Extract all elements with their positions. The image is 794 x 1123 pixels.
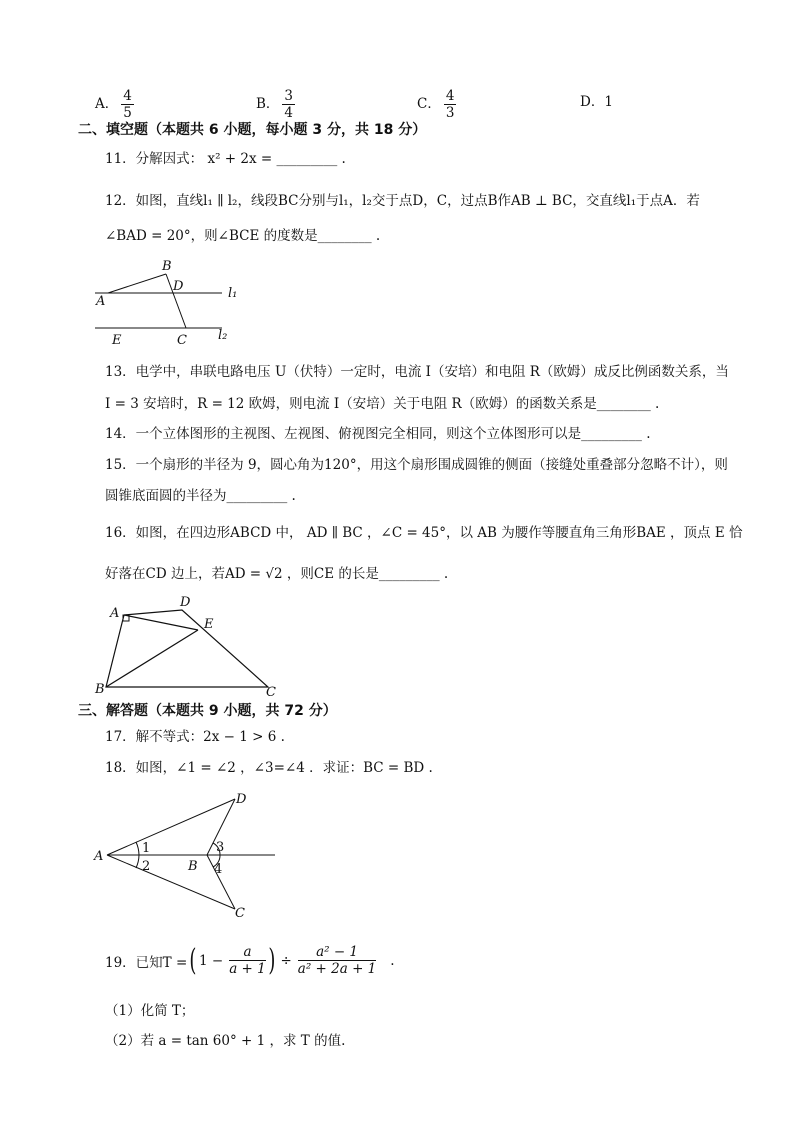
- section3-header: 三、解答题（本题共 9 小题，共 72 分）: [78, 703, 337, 719]
- q19-prefix: 19．已知T =: [105, 954, 188, 971]
- choice-a: [95, 88, 134, 121]
- q19-suffix: .: [390, 952, 395, 969]
- fig12-label-A: A: [96, 294, 106, 309]
- choice-d-letter: D．: [580, 94, 605, 110]
- q19-divide: ÷: [280, 952, 292, 969]
- choice-b: [256, 88, 295, 121]
- choice-a-letter: A．: [95, 96, 119, 112]
- question-14: 14．一个立体图形的主视图、左视图、俯视图完全相同，则这个立体图形可以是_________ .: [105, 426, 651, 442]
- q19-fraction-2: $\frac{\text{a² − 1}}{\text{a² + 2a + 1}}$: [297, 944, 377, 977]
- figure-18-diagram: [90, 785, 290, 925]
- fig16-label-B: B: [95, 682, 105, 697]
- fig12-label-B: B: [162, 259, 172, 274]
- question-15-line1: 15．一个扇形的半径为 9，圆心角为120°，用这个扇形围成圆锥的侧面（接缝处重叠部分忽略不计），则: [105, 457, 728, 473]
- choice-b-fraction: $\frac{3}{4}$: [284, 88, 294, 121]
- choice-d: [580, 90, 613, 110]
- question-13-line1: 13．电学中，串联电路电压 U（伏特）一定时，电流 I（安培）和电阻 R（欧姆）成反比例函数关系，当: [105, 364, 729, 380]
- choice-a-fraction: $\frac{4}{5}$: [123, 88, 132, 121]
- fig18-label-B: B: [188, 859, 198, 874]
- question-12-line1: 12．如图，直线l₁ ∥ l₂，线段BC分别与l₁，l₂交于点D，C，过点B作AB ⊥ BC，交直线l₁于点A．若: [105, 193, 700, 209]
- section2-header: 二、填空题（本题共 6 小题，每小题 3 分，共 18 分）: [78, 122, 427, 138]
- question-11: 11．分解因式： x² + 2x = _________ .: [105, 151, 346, 167]
- fig12-label-E: E: [112, 333, 122, 348]
- q19-fraction-1: $\frac{a}{a + 1}$: [229, 944, 266, 977]
- question-13-line2: I = 3 安培时，R = 12 欧姆，则电流 I（安培）关于电阻 R（欧姆）的函数关系是________ .: [105, 396, 660, 412]
- fig18-label-4: 4: [214, 862, 223, 877]
- fig16-label-E: E: [204, 617, 214, 632]
- figure-16-diagram: [90, 592, 290, 702]
- figure-12-diagram: [90, 255, 250, 350]
- fig16-label-C: C: [266, 685, 276, 700]
- fig18-label-C: C: [235, 906, 245, 921]
- choice-c: [417, 88, 456, 121]
- fig18-label-D: D: [236, 792, 247, 807]
- fig16-label-A: A: [110, 606, 120, 621]
- choice-d-value: 1: [604, 94, 613, 110]
- question-17: 17．解不等式：2x − 1 > 6 .: [105, 729, 285, 745]
- fig18-label-A: A: [94, 849, 104, 864]
- fig12-label-C: C: [177, 333, 187, 348]
- q19-paren-right: ): [268, 942, 276, 978]
- q19-part-a: 1 −: [199, 952, 224, 969]
- question-19-sub2: （2）若 a = tan 60° + 1 ，求 T 的值.: [105, 1033, 346, 1049]
- choice-c-fraction: $\frac{4}{3}$: [445, 88, 455, 121]
- question-19-sub1: （1）化简 T；: [105, 1003, 195, 1019]
- choice-b-letter: B．: [256, 96, 280, 112]
- fig12-label-l2: l₂: [218, 328, 228, 343]
- q19-paren-left: (: [189, 942, 197, 978]
- fig16-label-D: D: [180, 595, 191, 610]
- question-16-line1: 16．如图，在四边形ABCD 中， AD ∥ BC ，∠C = 45°，以 AB 为腰作等腰直角三角形BAE ，顶点 E 恰: [105, 525, 743, 541]
- fig18-label-1: 1: [142, 841, 151, 856]
- fig12-label-D: D: [173, 279, 184, 294]
- question-19: [105, 944, 395, 977]
- choice-c-letter: C．: [417, 96, 441, 112]
- question-12-line2: ∠BAD = 20°，则∠BCE 的度数是________ .: [105, 228, 381, 244]
- fig12-label-l1: l₁: [228, 286, 238, 301]
- question-15-line2: 圆锥底面圆的半径为_________ .: [105, 488, 296, 504]
- fig18-label-3: 3: [216, 840, 225, 855]
- fig18-label-2: 2: [142, 859, 151, 874]
- question-18: 18．如图，∠1 = ∠2 ，∠3=∠4 ．求证：BC = BD .: [105, 760, 433, 776]
- question-16-line2: 好落在CD 边上，若AD = √2 ，则CE 的长是_________ .: [105, 566, 449, 582]
